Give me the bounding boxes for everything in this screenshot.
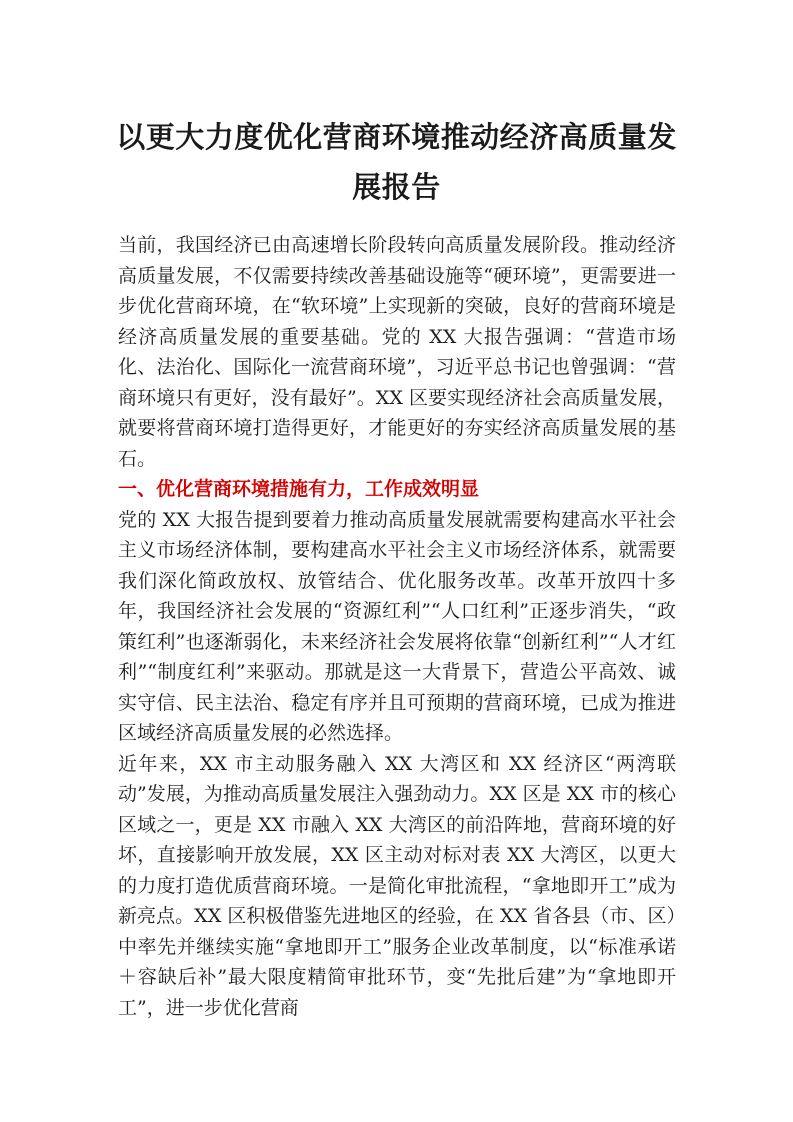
section-paragraph: 近年来，XX 市主动服务融入 XX 大湾区和 XX 经济区“两湾联动”发展，为推动高质量发展注入强劲动力。XX 区是 XX 市的核心区域之一，更是 XX 市融入 XX 大湾区的前沿阵地，营商环境的好坏，直接影响开放发展，XX 区主动对标对表 XX 大湾区，以更大的力度打造优质营商环境。一是简化审批流程，“拿地即开工”成为新亮点。XX 区积极借鉴先进地区的经验，在 XX 省各县（市、区）中率先并继续实施“拿地即开工”服务企业改革制度，以“标准承诺＋容缺后补”最大限度精简审批环节，变“先批后建”为“拿地即开工”，进一步优化营商 [118, 752, 676, 1019]
document-body [118, 230, 676, 1023]
document-title: 以更大力度优化营商环境推动经济高质量发展报告 [116, 120, 677, 204]
intro-paragraph: 当前，我国经济已由高速增长阶段转向高质量发展阶段。推动经济高质量发展，不仅需要持续改善基础设施等“硬环境”，更需要进一步优化营商环境，在“软环境”上实现新的突破，良好的营商环境是经济高质量发展的重要基础。党的 XX 大报告强调：“营造市场化、法治化、国际化一流营商环境”，习近平总书记也曾强调：“营商环境只有更好，没有最好”。XX 区要实现经济社会高质量发展，就要将营商环境打造得更好，才能更好的夯实经济高质量发展的基石。 [118, 234, 676, 470]
section-paragraph: 党的 XX 大报告提到要着力推动高质量发展就需要构建高水平社会主义市场经济体制，要构建高水平社会主义市场经济体系，就需要我们深化简政放权、放管结合、优化服务改革。改革开放四十多年，我国经济社会发展的“资源红利”“人口红利”正逐步消失，“政策红利”也逐渐弱化，未来经济社会发展将依靠“创新红利”“人才红利”“制度红利”来驱动。那就是这一大背景下，营造公平高效、诚实守信、民主法治、稳定有序并且可预期的营商环境，已成为推进区域经济高质量发展的必然选择。 [118, 508, 676, 744]
section-heading: 一、优化营商环境措施有力，工作成效明显 [118, 478, 480, 500]
